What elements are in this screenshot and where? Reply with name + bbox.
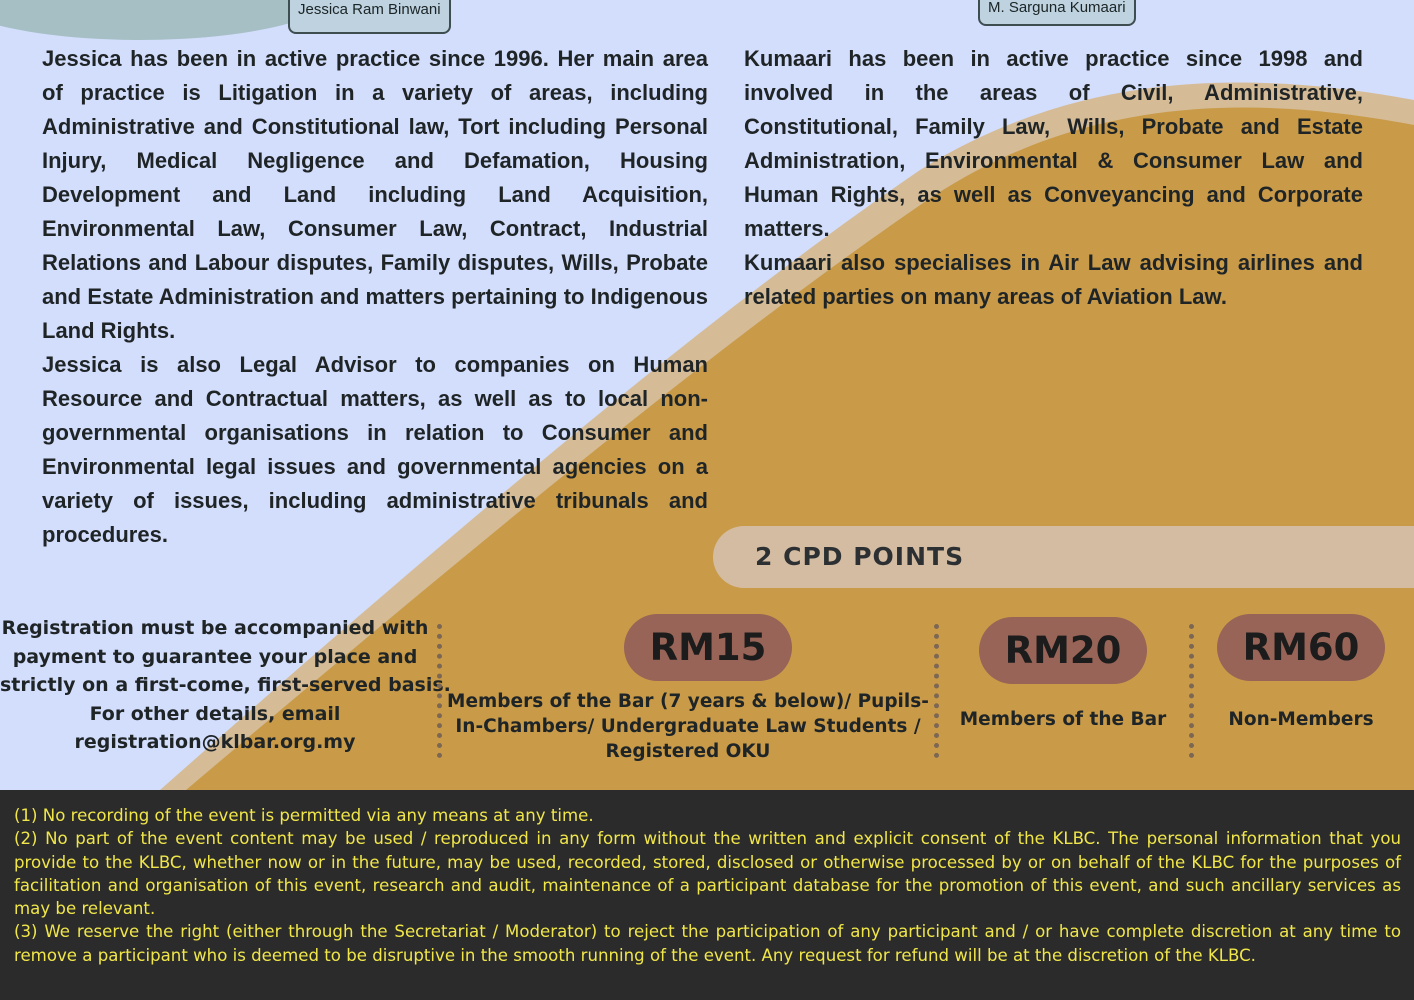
price-label-line: Members of the Bar bbox=[959, 709, 1167, 730]
price-label-line: In-Chambers/ Undergraduate Law Students / bbox=[455, 716, 921, 737]
price-rm15: RM15 bbox=[624, 614, 792, 681]
registration-note bbox=[0, 614, 451, 757]
price-label-rm20 bbox=[944, 707, 1182, 732]
bio-paragraph: Jessica has been in active practice since 1996. Her main area of practice is Litigation in a variety of areas, including Administrative and Constitutional law, Tort including Personal Injury, Medical Negligence and Defamation, Housing Development and Land including Land Acquisition, Environmental Law, Consumer Law, Contract, Industrial Relations and Labour disputes, Family disputes, Wills, Probate and Estate Administration and matters pertaining to Indigenous Land Rights. bbox=[42, 46, 708, 343]
disclaimer-panel bbox=[0, 790, 1414, 1000]
price-rm60: RM60 bbox=[1217, 614, 1385, 681]
speaker-name-tag-right: M. Sarguna Kumaari bbox=[978, 0, 1136, 26]
price-label-line: Registered OKU bbox=[605, 741, 771, 762]
disclaimer-item: (3) We reserve the right (either through the Secretariat / Moderator) to reject the participation of any participant and / or have complete discretion at any time to remove a participant who is deemed to be disruptive in the smooth running of the event. Any request for refund will be at the discretion of the KLBC. bbox=[14, 922, 1401, 965]
disclaimer-item: (1) No recording of the event is permitted via any means at any time. bbox=[14, 806, 594, 825]
disclaimer-item: (2) No part of the event content may be used / reproduced in any form without the written and explicit consent of the KLBC. The personal information that you provide to the KLBC, whether now or in the future, may be used, recorded, stored, disclosed or otherwise processed by or on behalf of the KLBC for the purposes of facilitation and organisation of this event, research and audit, maintenance of a participant database for the promotion of this event, and such ancillary services as may be relevant. bbox=[14, 829, 1401, 919]
cpd-points-banner bbox=[713, 526, 1414, 588]
pricing-divider bbox=[437, 624, 442, 758]
registration-note-line: For other details, email bbox=[89, 702, 341, 725]
registration-note-line: Registration must be accompanied with bbox=[1, 617, 429, 639]
cpd-points-label: 2 CPD POINTS bbox=[755, 542, 965, 571]
speaker-bio-right bbox=[744, 42, 1363, 314]
price-label-line: Members of the Bar (7 years & below)/ Pupils- bbox=[447, 691, 929, 712]
price-rm20: RM20 bbox=[979, 617, 1147, 684]
speaker-name-tag-left: Jessica Ram Binwani bbox=[288, 0, 451, 34]
bio-paragraph: Jessica is also Legal Advisor to companies on Human Resource and Contractual matters, as well as to local non-governmental organisations in relation to Consumer and Environmental legal issues and governmental agencies on a variety of issues, including administrative tribunals and procedures. bbox=[42, 352, 708, 547]
registration-email[interactable]: registration@klbar.org.my bbox=[74, 731, 356, 753]
price-label-line: Non-Members bbox=[1228, 709, 1374, 730]
price-label-rm60 bbox=[1200, 707, 1402, 732]
pricing-divider bbox=[934, 624, 939, 758]
bio-paragraph: Kumaari also specialises in Air Law advising airlines and related parties on many areas of Aviation Law. bbox=[744, 250, 1363, 309]
registration-note-line: payment to guarantee your place and bbox=[12, 645, 418, 668]
pricing-divider bbox=[1189, 624, 1194, 758]
price-label-rm15 bbox=[444, 689, 932, 764]
bio-paragraph: Kumaari has been in active practice since 1998 and involved in the areas of Civil, Administrative, Constitutional, Family Law, Wills, Probate and Estate Administration, Environmental & Consumer Law and Human Rights, as well as Conveyancing and Corporate matters. bbox=[744, 46, 1363, 241]
registration-note-line: strictly on a first-come, first-served basis. bbox=[0, 674, 451, 696]
speaker-bio-left bbox=[42, 42, 708, 552]
